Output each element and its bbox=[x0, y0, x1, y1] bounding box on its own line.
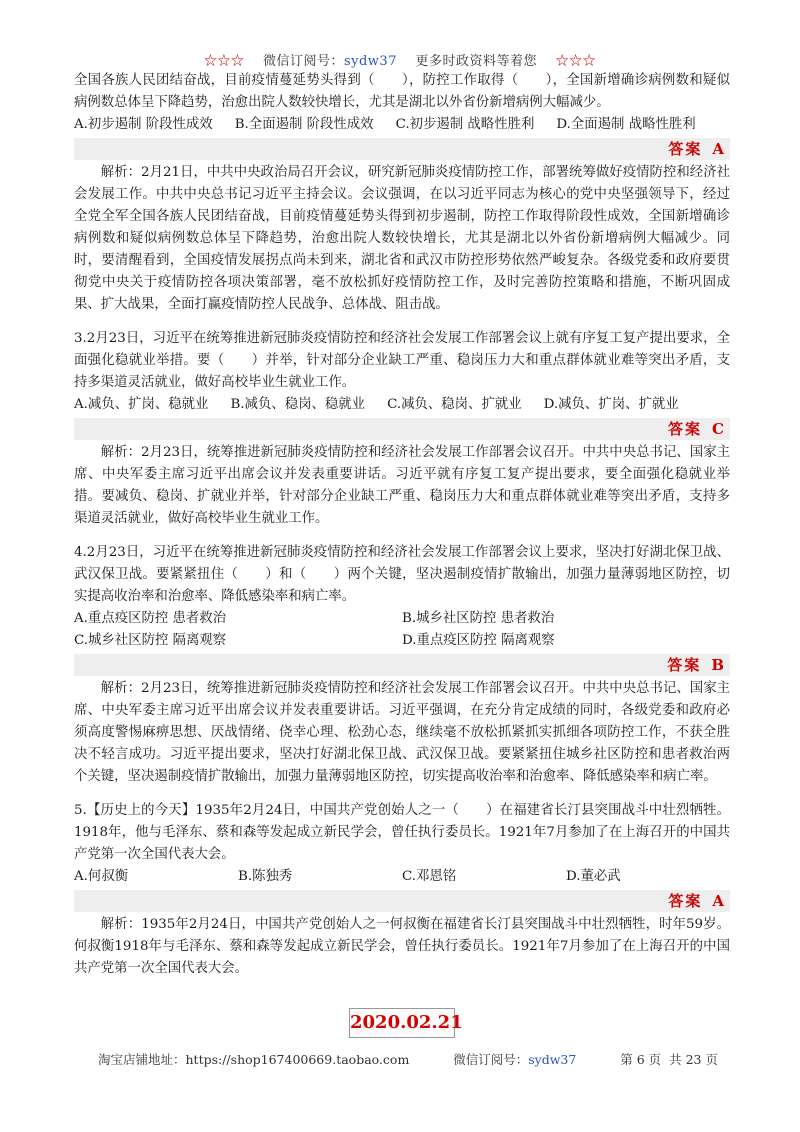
option-d: D.董必武 bbox=[566, 869, 621, 884]
total-pages: 共 23 页 bbox=[669, 1052, 718, 1067]
header-banner bbox=[0, 50, 800, 69]
question-stem: 4.2月23日，习近平在统筹推进新冠肺炎疫情防控和经济社会发展工作部署会议上要求，坚决打好湖北保卫战、武汉保卫战。要紧紧扭住（ ）和（ ）两个关键，坚决遏制疫情扩散输出，加强力量薄弱地区防控，切实提高收治率和治愈率、降低感染率和病亡率。 bbox=[74, 545, 730, 604]
star-decoration: ☆☆☆ bbox=[203, 54, 245, 69]
answer-value: B bbox=[711, 656, 724, 674]
option-c: C.初步遏制 战略性胜利 bbox=[395, 117, 535, 132]
options-row bbox=[74, 866, 730, 888]
options-grid bbox=[74, 608, 730, 652]
analysis-text: 解析：2月23日，统筹推进新冠肺炎疫情防控和经济社会发展工作部署会议召开。中共中央总书记、国家主席、中央军委主席习近平出席会议并发表重要讲话。习近平就有序复工复产提出要求，要全面强化稳就业举措。要减负、稳岗、扩就业并举，针对部分企业缺工严重、稳岗压力大和重点群体就业难等突出矛盾，支持多渠道灵活就业，做好高校毕业生就业工作。 bbox=[74, 445, 730, 526]
shop-link[interactable]: 淘宝店铺地址：https://shop167400669.taobao.com bbox=[98, 1052, 410, 1067]
option-d: D.减负、扩岗、扩就业 bbox=[543, 397, 679, 412]
answer-value: A bbox=[712, 140, 724, 158]
option-b: B.减负、稳岗、稳就业 bbox=[230, 397, 366, 412]
footer-wechat-label: 微信订阅号： bbox=[453, 1052, 529, 1067]
option-b: B.陈独秀 bbox=[238, 869, 293, 884]
answer-value: C bbox=[712, 420, 724, 438]
option-a: A.初步遏制 阶段性成效 bbox=[74, 117, 213, 132]
header-slogan: 更多时政资料等着您 bbox=[415, 54, 538, 69]
question-stem: 3.2月23日，习近平在统筹推进新冠肺炎疫情防控和经济社会发展工作部署会议上就有序复工复产提出要求，全面强化稳就业举措。要（ ）并举，针对部分企业缺工严重、稳岗压力大和重点群体就业难等突出矛盾，支持多渠道灵活就业，做好高校毕业生就业工作。 bbox=[74, 331, 730, 390]
options-row bbox=[74, 114, 730, 136]
footer-wechat-account: sydw37 bbox=[528, 1052, 577, 1067]
answer-label: 答案 bbox=[668, 140, 703, 158]
option-a: A.重点疫区防控 患者救治 bbox=[74, 611, 227, 626]
option-b: B.全面遏制 阶段性成效 bbox=[234, 117, 374, 132]
options-row bbox=[74, 394, 730, 416]
answer-bar bbox=[74, 654, 730, 676]
analysis-text: 解析：2月23日，统筹推进新冠肺炎疫情防控和经济社会发展工作部署会议召开。中共中央总书记、国家主席、中央军委主席习近平出席会议并发表重要讲话。习近平强调，在充分肯定成绩的同时，各级党委和政府必须高度警惕麻痹思想、厌战情绪、侥幸心理、松劲心态，继续毫不放松抓紧抓实抓细各项防控工作，不获全胜决不轻言成功。习近平提出要求，坚决打好湖北保卫战、武汉保卫战。要紧紧扭住城乡社区防控和患者救治两个关键，坚决遏制疫情扩散输出，加强力量薄弱地区防控，切实提高收治率和治愈率、降低感染率和病亡率。 bbox=[74, 681, 730, 784]
analysis-text: 解析：1935年2月24日，中国共产党创始人之一何叔衡在福建省长汀县突围战斗中壮烈牺牲，时年59岁。何叔衡1918年与毛泽东、蔡和森等发起成立新民学会，曾任执行委员长。1921年7月参加了在上海召开的中国共产党第一次全国代表大会。 bbox=[74, 917, 730, 976]
option-d: D.重点疫区防控 隔离观察 bbox=[402, 633, 555, 648]
answer-value: A bbox=[712, 892, 724, 910]
answer-label: 答案 bbox=[668, 892, 703, 910]
question-stem: 全国各族人民团结奋战，目前疫情蔓延势头得到（ ），防控工作取得（ ），全国新增确诊病例数和疑似病例数总体呈下降趋势，治愈出院人数较快增长，尤其是湖北以外省份新增病例大幅减少。 bbox=[74, 73, 730, 110]
date-stamp: 2020.02.21 bbox=[349, 1008, 455, 1038]
option-c: C.邓恩铭 bbox=[402, 869, 457, 884]
wechat-label: 微信订阅号： bbox=[262, 54, 344, 69]
answer-bar bbox=[74, 138, 730, 160]
current-page: 第 6 页 bbox=[620, 1052, 662, 1067]
main-content bbox=[74, 70, 730, 980]
wechat-account: sydw37 bbox=[343, 54, 397, 69]
option-d: D.全面遏制 战略性胜利 bbox=[556, 117, 696, 132]
page-footer bbox=[98, 1050, 718, 1068]
analysis-text: 解析：2月21日，中共中央政治局召开会议，研究新冠肺炎疫情防控工作，部署统筹做好疫情防控和经济社会发展工作。中共中央总书记习近平主持会议。会议强调，在以习近平同志为核心的党中央坚强领导下，经过全党全军全国各族人民团结奋战，目前疫情蔓延势头得到初步遏制，防控工作取得阶段性成效，全国新增确诊病例数和疑似病例数总体呈下降趋势，治愈出院人数较快增长，尤其是湖北以外省份新增病例大幅减少。同时，要清醒看到，全国疫情发展拐点尚未到来，湖北省和武汉市防控形势依然严峻复杂。各级党委和政府要贯彻党中央关于疫情防控各项决策部署，毫不放松抓好疫情防控工作，及时完善防控策略和措施，不断巩固成果、扩大战果，全面打赢疫情防控人民战争、总体战、阻击战。 bbox=[74, 165, 730, 312]
option-b: B.城乡社区防控 患者救治 bbox=[402, 611, 555, 626]
option-a: A.减负、扩岗、稳就业 bbox=[74, 397, 209, 412]
page-number bbox=[620, 1050, 718, 1068]
option-c: C.减负、稳岗、扩就业 bbox=[387, 397, 522, 412]
answer-bar bbox=[74, 418, 730, 440]
question-stem: 5.【历史上的今天】1935年2月24日，中国共产党创始人之一（ ）在福建省长汀县突围战斗中壮烈牺牲。1918年，他与毛泽东、蔡和森等发起成立新民学会，曾任执行委员长。1921年7月参加了在上海召开的中国共产党第一次全国代表大会。 bbox=[74, 803, 730, 862]
answer-label: 答案 bbox=[667, 656, 702, 674]
answer-bar bbox=[74, 890, 730, 912]
option-a: A.何叔衡 bbox=[74, 869, 129, 884]
star-decoration: ☆☆☆ bbox=[555, 54, 597, 69]
answer-label: 答案 bbox=[668, 420, 703, 438]
footer-wechat bbox=[453, 1050, 576, 1068]
option-c: C.城乡社区防控 隔离观察 bbox=[74, 633, 227, 648]
